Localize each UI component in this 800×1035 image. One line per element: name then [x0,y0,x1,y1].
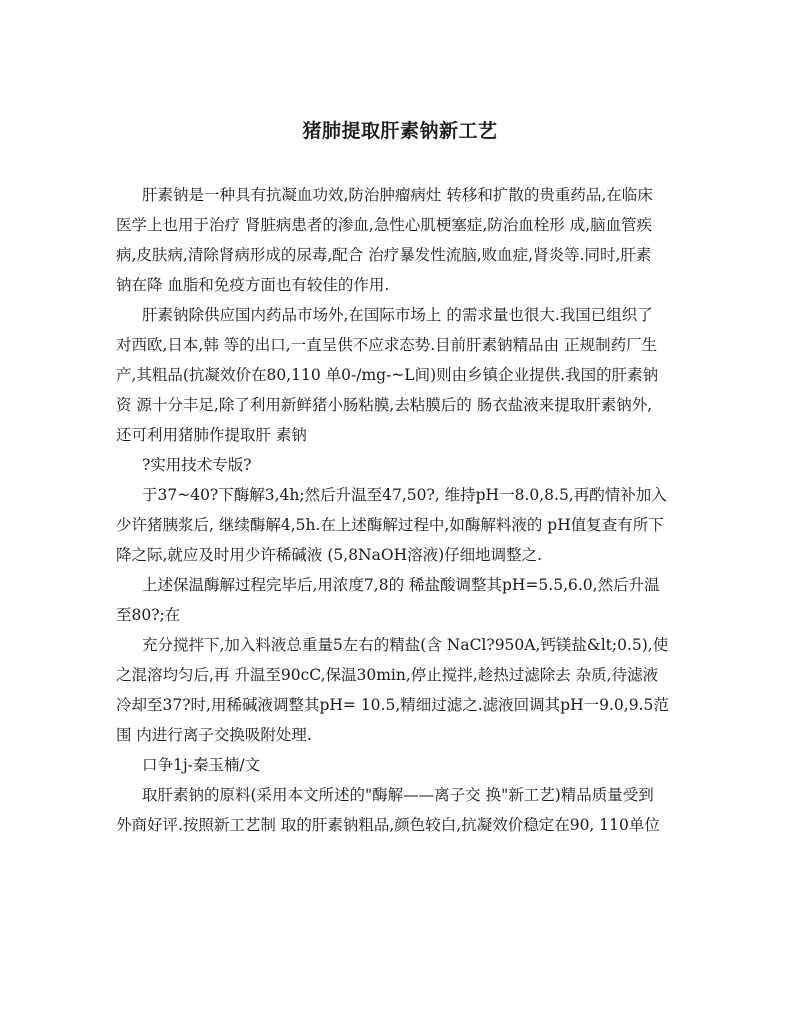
paragraph-line: 降之际,就应及时用少许稀碱液 (5,8NaOH溶液)仔细地调整之. [116,546,543,564]
paragraph-line: 资 源十分丰足,除了利用新鲜猪小肠粘膜,去粘膜后的 肠衣盐液来提取肝素钠外, [116,396,653,414]
paragraph-line: 充分搅拌下,加入料液总重量5左右的精盐(含 NaCl?950A,钙镁盐&lt;0.5),使 [142,636,669,654]
paragraph [116,180,688,300]
paragraph-line: 至80?;在 [116,606,181,624]
paragraph [116,630,688,750]
paragraph-line: 之混溶均匀后,再 升温至90cC,保温30min,停止搅拌,趁热过滤除去 杂质,待滤液 [116,666,659,684]
paragraph [116,780,688,840]
paragraph-line: 少许猪胰浆后, 继续酶解4,5h.在上述酶解过程中,如酶解料液的 pH值复查有所下 [116,516,664,534]
paragraph-line: 肝素钠是一种具有抗凝血功效,防治肿瘤病灶 转移和扩散的贵重药品,在临床 [142,186,653,204]
paragraph-line: 上述保温酶解过程完毕后,用浓度7,8的 稀盐酸调整其pH=5.5,6.0,然后升温 [142,576,660,594]
paragraph-line: 病,皮肤病,清除肾病形成的尿毒,配合 治疗暴发性流脑,败血症,肾炎等.同时,肝素 [116,246,652,264]
paragraph-line: 口争1j-秦玉楠/文 [142,756,261,774]
paragraph [116,750,688,780]
paragraph-line: 外商好评.按照新工艺制 取的肝素钠粗品,颜色较白,抗凝效价稳定在90, 110单位 [116,816,660,834]
paragraph-line: 产,其粗品(抗凝效价在80,110 单0-/mg-~L间)则由乡镇企业提供.我国的肝素钠 [116,366,659,384]
paragraph-line: 取肝素钠的原料(采用本文所述的"酶解——离子交 换"新工艺)精品质量受到 [142,786,654,804]
paragraph-line: 于37~40?下酶解3,4h;然后升温至47,50?, 维持pH一8.0,8.5,再酌情补加入 [142,486,667,504]
paragraph-line: 钠在降 血脂和免疫方面也有较佳的作用. [116,276,390,294]
paragraph [116,300,688,450]
paragraph-line: 对西欧,日本,韩 等的出口,一直呈供不应求态势.目前肝素钠精品由 正规制药厂生 [116,336,658,354]
paragraph-line: 冷却至37?时,用稀碱液调整其pH= 10.5,精细过滤之.滤液回调其pH一9.0,9.5范 [116,696,669,714]
paragraph-line: ?实用技术专版? [142,456,252,474]
paragraph [116,570,688,630]
paragraph-line: 围 内进行离子交换吸附处理. [116,726,312,744]
paragraph [116,450,688,480]
paragraph-line: 还可利用猪肺作提取肝 素钠 [116,426,307,444]
paragraph [116,480,688,570]
paragraph-line: 医学上也用于治疗 肾脏病患者的渗血,急性心肌梗塞症,防治血栓形 成,脑血管疾 [116,216,653,234]
paragraph-line: 肝素钠除供应国内药品市场外,在国际市场上 的需求量也很大.我国已组织了 [142,306,653,324]
document-body [116,180,688,840]
document-title: 猪肺提取肝素钠新工艺 [302,120,498,142]
